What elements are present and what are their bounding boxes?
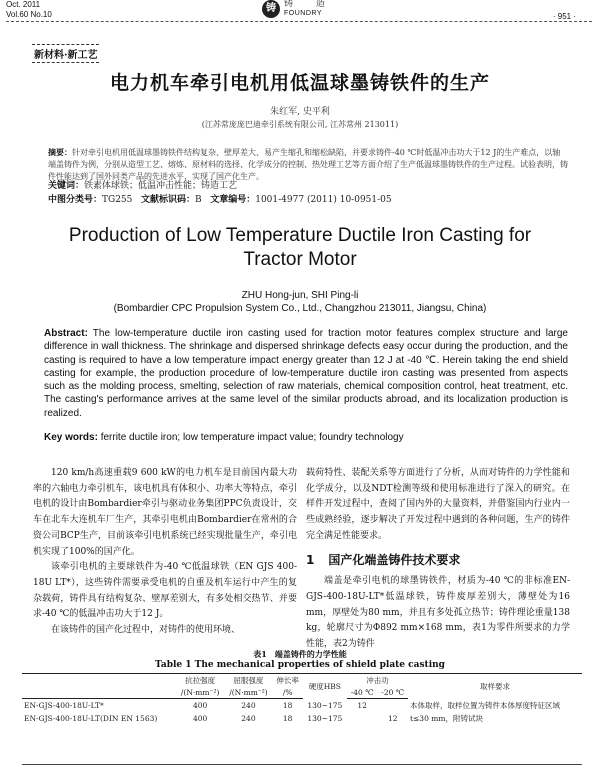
table-cell: 12 — [387, 713, 398, 723]
table-header-cell: /(N·mm⁻²) — [224, 687, 272, 699]
classification-cn — [48, 192, 568, 205]
issue-volume: Vol.60 No.10 — [6, 10, 52, 19]
issue-info — [6, 0, 52, 20]
body-paragraph: 载荷特性、装配关系等方面进行了分析，从而对铸件的力学性能和化学成分，以及NDT检测等级和使用标准进行了深入的研究。在样件开发过程中，查阅了国内外的大量资料，并借鉴国内行业内一些成熟经验，逐步解决了开发过程中遇到的各种问题，生产的铸件完全满足性能要求。 — [306, 468, 570, 541]
doc-code-value: B — [195, 195, 202, 205]
table-header-cell: 硬度HBS — [303, 674, 347, 699]
keywords-cn-text: 铁素体球铁；低温冲击性能；铸造工艺 — [84, 181, 238, 191]
table-header-cell: /(N·mm⁻²) — [176, 687, 224, 699]
table-cell: 18 — [282, 700, 293, 710]
keywords-en-text: ferrite ductile iron; low temperature impact value; foundry technology — [100, 432, 404, 443]
table-row — [22, 712, 582, 725]
table-caption-cn: 表1 端盖铸件的力学性能 — [253, 649, 347, 659]
table-header-cell: 冲击功 — [347, 674, 408, 688]
table-cell: 240 — [241, 700, 256, 710]
table-cell: 240 — [241, 713, 256, 723]
body-paragraph: 在该铸件的国产化过程中，对铸件的使用环境、 — [51, 625, 241, 636]
table-cell: 本体取样，取样位置为铸件本体厚度特征区域 — [410, 700, 560, 710]
table-header-cell — [22, 687, 176, 699]
table-header-cell: /% — [273, 687, 303, 699]
page-number: · 951 · — [552, 12, 576, 21]
journal-logo-icon: 铸 — [262, 0, 280, 18]
table-cell — [347, 712, 378, 725]
affiliation-cn: (江苏常庞庞巴迪牵引系统有限公司, 江苏常州 213011) — [201, 120, 399, 129]
table-bottom-rule — [22, 764, 582, 765]
abstract-en — [44, 327, 568, 420]
body-paragraph: 端盖是牵引电机的球墨铸铁件，材质为-40 ℃的非标准EN-GJS-400-18U-LT*低温球铁，铸件废厚差别大，薄壁处为16 mm，厚壁处为80 mm，并且有多处孤立热节；铸件理论重量138 kg，轮廓尺寸为Φ892 mm×168 mm，表1为零件所要求的力学性能，表2为铸件 — [306, 576, 570, 650]
table-cell: t≤30 mm，附铸试块 — [410, 713, 483, 723]
table-header-row — [22, 674, 582, 688]
table-caption-en: Table 1 The mechanical properties of shield plate casting — [155, 660, 445, 670]
article-no-value: 1001-4977 (2011) 10-0951-05 — [255, 195, 392, 205]
table-cell: 130~175 — [307, 700, 343, 710]
table-header-cell — [22, 674, 176, 688]
mechanical-properties-table — [22, 673, 582, 725]
keywords-en — [44, 432, 568, 443]
table-cell: 400 — [192, 700, 208, 710]
title-en: Production of Low Temperature Ductile Iron Casting for Tractor Motor — [68, 225, 532, 270]
table-cell: EN-GJS-400-18U-LT* — [24, 700, 104, 710]
abstract-cn-text: 针对牵引电机用低温球墨铸铁件结构复杂、壁厚差大、易产生缩孔和缩松缺陷，并要求铸件-40 ℃时低温冲击功大于12 J的生产难点，以轴端盖铸件为例，分别从造型工艺、熔炼、原材料的选择、化学成分的控制、热处理工艺等方面介绍了生产低温球墨铸铁件的生产过程。试验表明，铸件性能达到了国外同类产品的先进水平，实现了国产化生产。 — [48, 148, 568, 181]
section-heading — [306, 553, 570, 569]
body-paragraph: 该牵引电机的主要球铁件为-40 ℃低温球铁（EN GJS 400-18U LT*），这些铸件需要承受电机的自重及机车运行中产生的复杂载荷，铸件具有结构复杂、壁厚差别大，有多处相交热节、并要求-40 ℃的低温冲击功大于12 J。 — [33, 562, 297, 620]
section-title: 国产化端盖铸件技术要求 — [328, 552, 461, 567]
keywords-cn — [48, 178, 568, 191]
table-header-cell: -20 ℃ — [377, 687, 408, 699]
clc-label: 中图分类号： — [48, 195, 103, 205]
journal-name-cn: 铸 造 — [284, 0, 335, 9]
table-header-cell: 抗拉强度 — [176, 674, 224, 688]
table-header-cell: 伸长率 — [273, 674, 303, 688]
clc-value: TG255 — [102, 195, 133, 205]
journal-masthead — [262, 0, 335, 18]
abstract-en-label: Abstract: — [44, 328, 88, 339]
table-header-cell: 取样要求 — [408, 674, 582, 699]
body-paragraph: 120 km/h高速重载9 600 kW的电力机车是目前国内最大功率的六轴电力牵引机车，该电机具有体积小、功率大等特点，牵引电机的设计由Bombardier牵引与驱动业务集团PPC负责设计，交车在北车大连机车厂生产，其牵引电机由Bombardier在常州的合资公司BCP生产，目前该牵引电机系统已经实现批量生产，牵引电机实现了100%的国产化。 — [33, 468, 297, 557]
keywords-cn-label: 关键词： — [48, 181, 85, 191]
table-cell: 130~175 — [307, 713, 343, 723]
header-rule — [6, 21, 592, 22]
body-column-right — [306, 466, 570, 653]
table-cell: EN-GJS-400-18U-LT(DIN EN 1563) — [24, 713, 158, 723]
body-column-left — [33, 466, 297, 639]
issue-date: Oct. 2011 — [6, 0, 41, 9]
keywords-en-label: Key words: — [44, 432, 98, 443]
table-cell: 18 — [282, 713, 293, 723]
table-cell: 400 — [192, 713, 208, 723]
abstract-en-text: The low-temperature ductile iron casting used for traction motor features complex structure and large difference in wall thickness. The shrinkage and dispersed shrinkage defects easy occur during the production, and the casting is required to have a low temperature impact energy greater than 12 J at -40 ℃. Herein taking the end shield casting for example, the production procedure of low-temperature ductile iron casting was presented from aspects such as the molding process, smelting, selection of raw materials, chemical composition control, heat treatment, etc. The casting's performance arrives at the same level of the similar products abroad, and its localization production is realized. — [44, 328, 568, 419]
authors-cn: 朱红军, 史平利 — [270, 107, 330, 117]
table-header-cell: -40 ℃ — [347, 687, 378, 699]
affiliation-en: (Bombardier CPC Propulsion System Co., Ltd., Changzhou 213011, Jiangsu, China) — [113, 303, 487, 314]
section-number: 1 — [306, 552, 315, 567]
table-header-cell: 屈服强度 — [224, 674, 272, 688]
abstract-cn-label: 摘要： — [48, 147, 72, 157]
doc-code-label: 文献标识码： — [140, 195, 195, 205]
article-no-label: 文章编号： — [210, 195, 256, 205]
table-row — [22, 699, 582, 712]
title-cn: 电力机车牵引电机用低温球墨铸铁件的生产 — [109, 72, 490, 94]
table-cell — [377, 699, 408, 712]
table-cell: 12 — [357, 700, 367, 710]
journal-name-en: FOUNDRY — [284, 10, 322, 17]
authors-en: ZHU Hong-jun, SHI Ping-li — [241, 290, 359, 301]
column-tag: 新材料·新工艺 — [32, 44, 99, 63]
